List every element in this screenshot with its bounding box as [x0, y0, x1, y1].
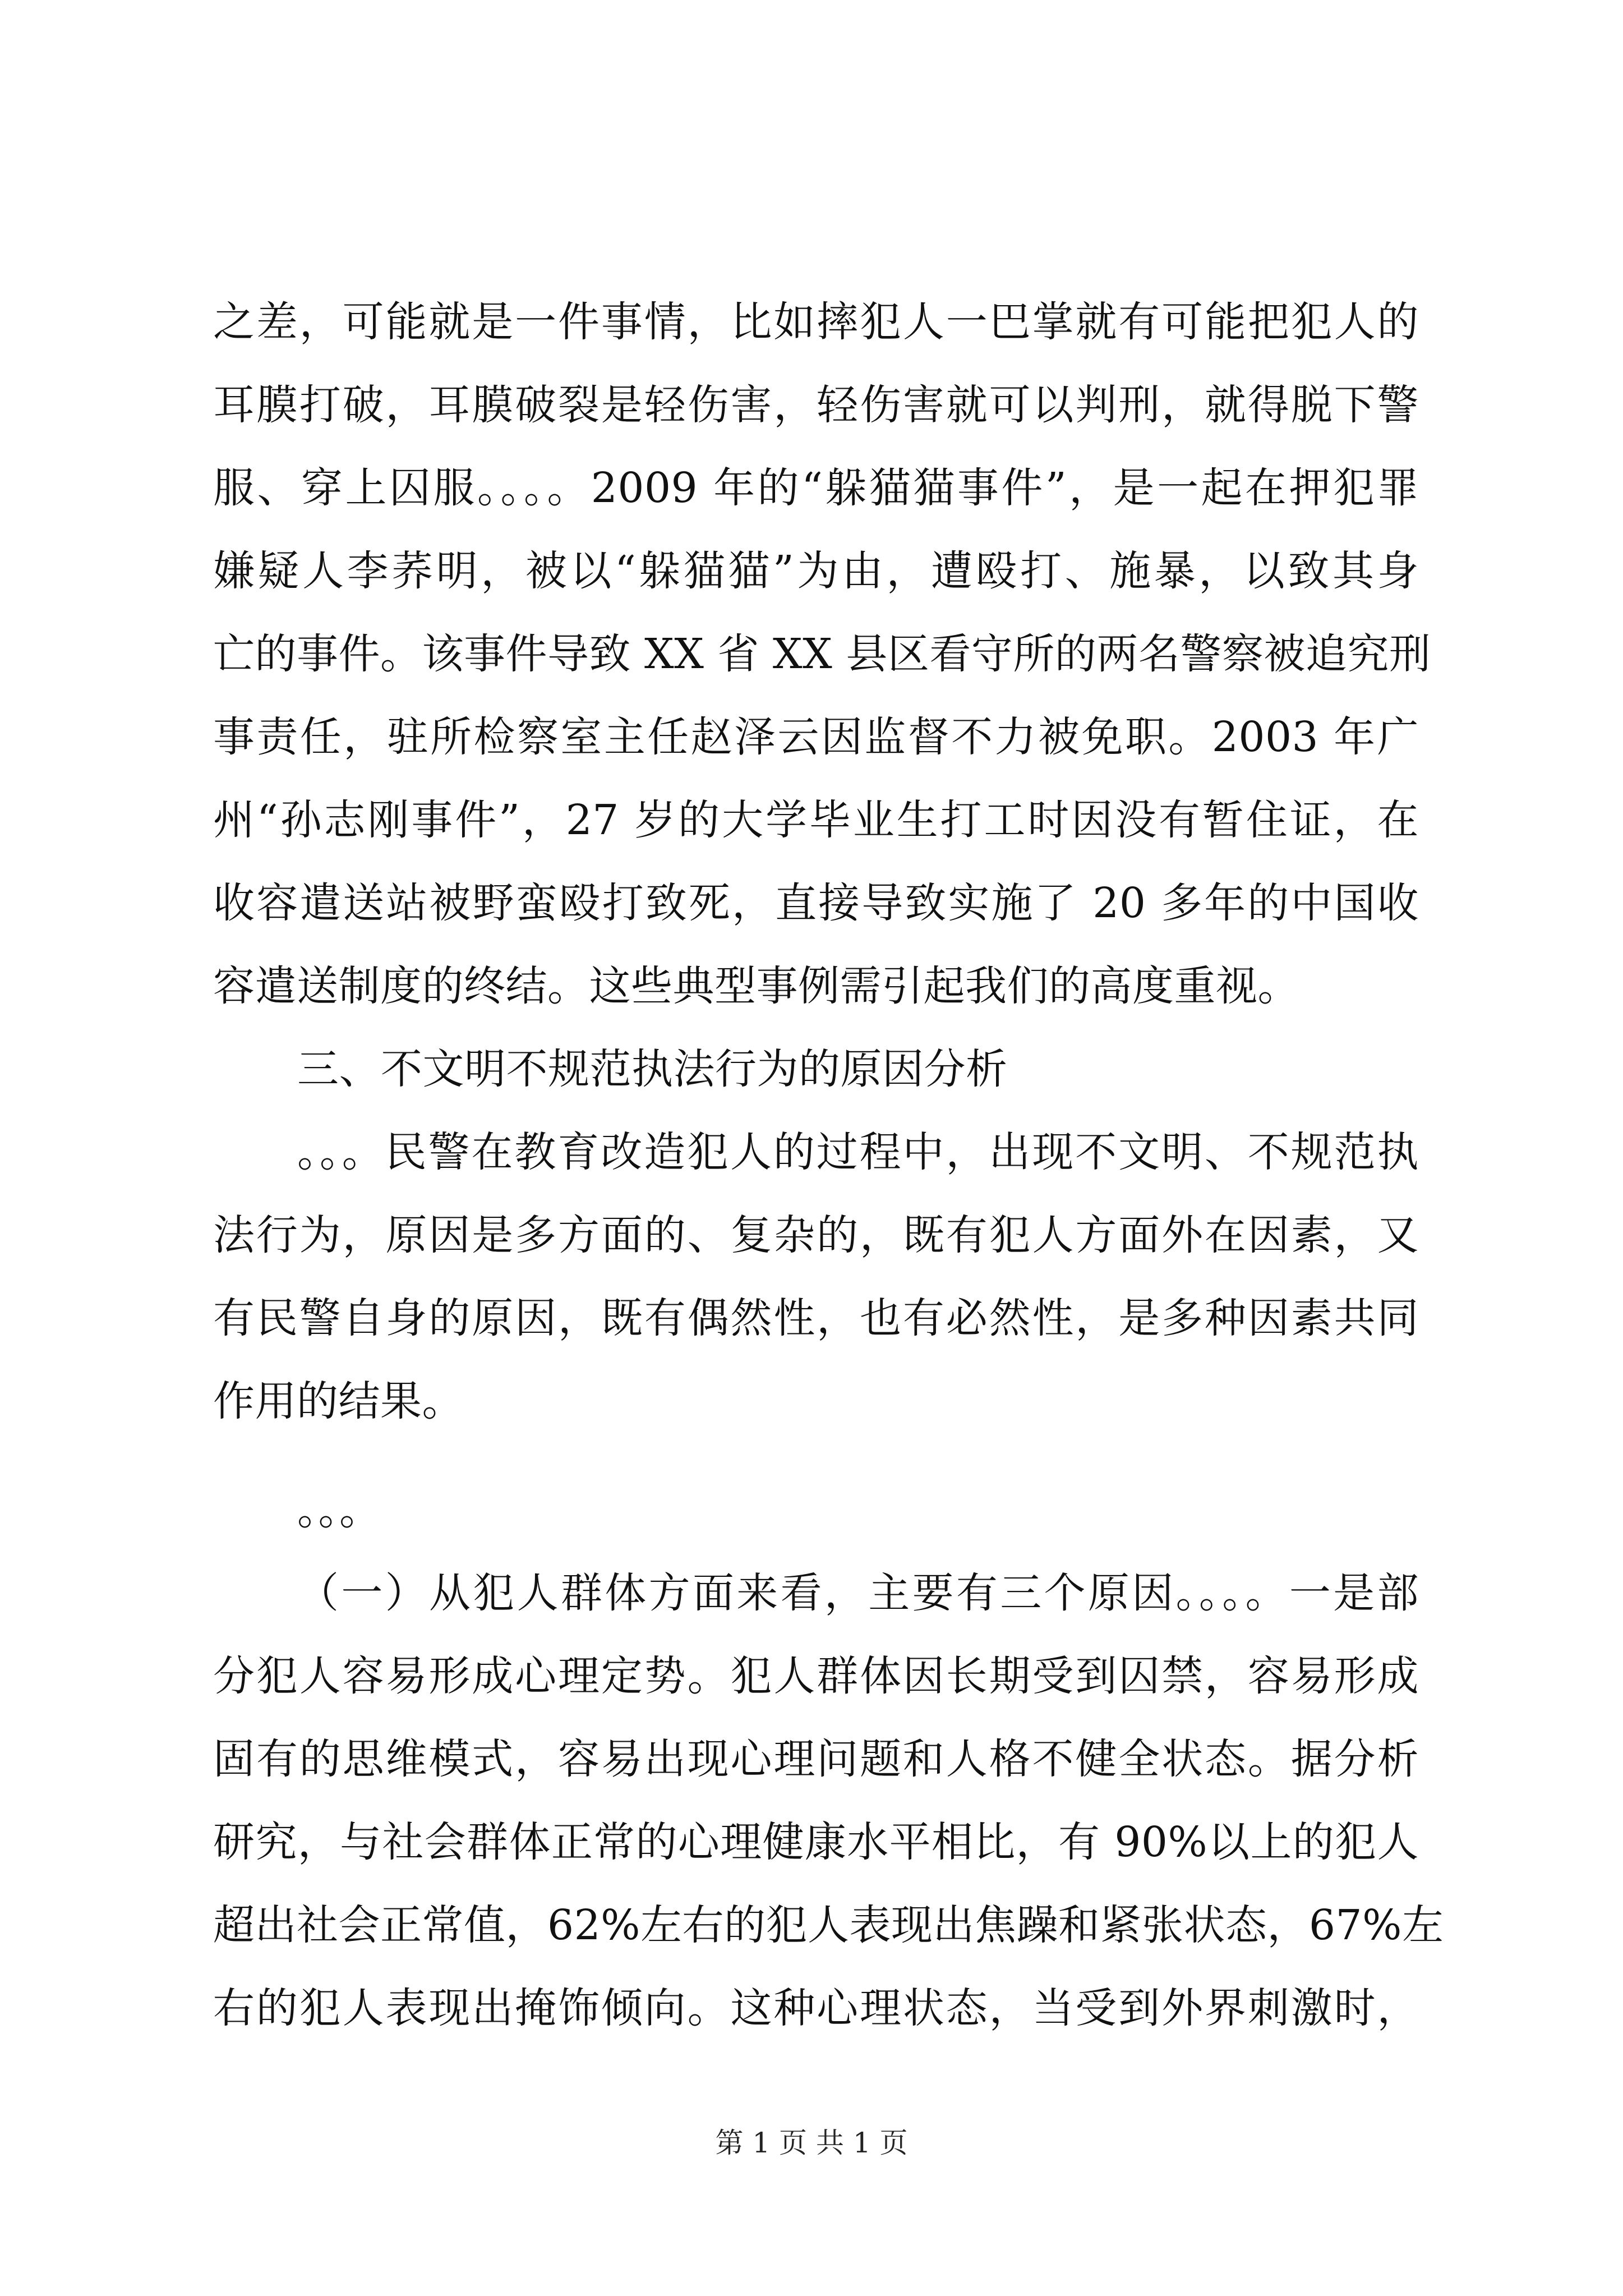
ellipsis-line: 。。。 — [297, 1486, 381, 1534]
paragraph-line: 收容遣送站被野蛮殴打致死，直接导致实施了 20 多年的中国收 — [213, 879, 1419, 927]
section-heading: 三、不文明不规范执法行为的原因分析 — [297, 1045, 1008, 1093]
paragraph-line: 州“孙志刚事件”，27 岁的大学毕业生打工时因没有暂住证，在 — [213, 796, 1419, 844]
paragraph-line: 法行为，原因是多方面的、复杂的，既有犯人方面外在因素，又 — [213, 1211, 1419, 1259]
paragraph-line: 右的犯人表现出掩饰倾向。这种心理状态，当受到外界刺激时， — [213, 1984, 1419, 2032]
paragraph-line: 固有的思维模式，容易出现心理问题和人格不健全状态。据分析 — [213, 1735, 1419, 1783]
paragraph-line: 之差，可能就是一件事情，比如摔犯人一巴掌就有可能把犯人的 — [213, 298, 1419, 346]
paragraph-line: 服、穿上囚服。。。。2009 年的“躲猫猫事件”，是一起在押犯罪 — [213, 464, 1419, 512]
subsection-line: （一）从犯人群体方面来看，主要有三个原因。。。。一是部 — [297, 1569, 1419, 1617]
paragraph-line: 耳膜打破，耳膜破裂是轻伤害，轻伤害就可以判刑，就得脱下警 — [213, 381, 1419, 429]
paragraph-line: 有民警自身的原因，既有偶然性，也有必然性，是多种因素共同 — [213, 1294, 1419, 1342]
paragraph-line: 研究，与社会群体正常的心理健康水平相比，有 90%以上的犯人 — [213, 1818, 1419, 1866]
paragraph-line: 容遣送制度的终结。这些典型事例需引起我们的高度重视。 — [213, 962, 1299, 1010]
paragraph-line: 。。。民警在教育改造犯人的过程中，出现不文明、不规范执 — [297, 1128, 1419, 1176]
paragraph-line: 亡的事件。该事件导致 XX 省 XX 县区看守所的两名警察被追究刑 — [213, 630, 1431, 678]
page-number-footer: 第 1 页 共 1 页 — [715, 2127, 908, 2159]
paragraph-line: 嫌疑人李荞明，被以“躲猫猫”为由，遭殴打、施暴，以致其身 — [213, 547, 1419, 595]
paragraph-line: 超出社会正常值，62%左右的犯人表现出焦躁和紧张状态，67%左 — [213, 1901, 1444, 1949]
paragraph-line: 事责任，驻所检察室主任赵泽云因监督不力被免职。2003 年广 — [213, 713, 1419, 761]
document-body — [213, 280, 1444, 2050]
paragraph-line: 分犯人容易形成心理定势。犯人群体因长期受到囚禁，容易形成 — [213, 1652, 1419, 1700]
paragraph-line: 作用的结果。 — [213, 1377, 464, 1425]
